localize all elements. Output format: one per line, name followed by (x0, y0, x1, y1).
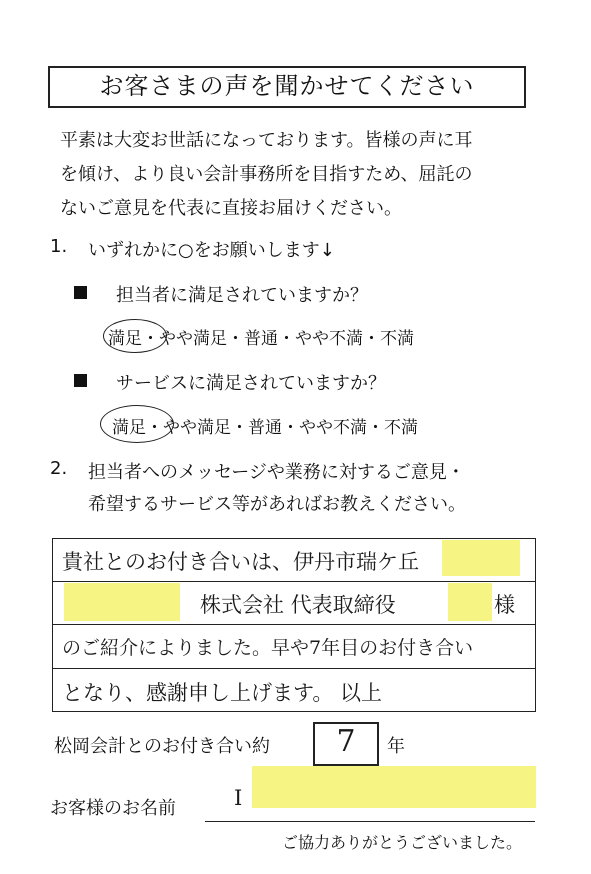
name-label: お客様のお名前 (50, 798, 176, 819)
answer-rule (52, 581, 536, 582)
intro-line-2: を傾け、より良い会計事務所を目指すため、屈託の (60, 164, 473, 185)
redaction-highlight (64, 583, 180, 621)
years-value: 7 (336, 724, 356, 759)
q2-number: 2. (50, 458, 68, 479)
option-satisfied[interactable]: 満足 (112, 418, 146, 438)
years-label: 松岡会計とのお付き合い約 (54, 736, 270, 757)
q1-sub2-options (112, 413, 418, 438)
option-dissatisfied[interactable]: ・不満 (363, 329, 414, 349)
option-somewhat-satisfied[interactable]: ・やや満足 (146, 418, 231, 438)
thanks-text: ご協力ありがとうございました。 (282, 833, 523, 852)
page-title: お客さまの声を聞かせてください (99, 72, 475, 100)
answer-rule (52, 624, 536, 625)
bullet-square-icon (74, 286, 87, 299)
answer-line-1: 貴社とのお付き合いは、伊丹市瑞ケ丘 (62, 550, 419, 574)
name-underline (205, 821, 535, 822)
option-somewhat-dissatisfied[interactable]: ・やや不満 (282, 418, 367, 438)
years-unit: 年 (387, 736, 405, 757)
q1-number: 1. (50, 236, 68, 257)
q1-sub1-question: 担当者に満足されていますか？ (116, 285, 368, 306)
answer-honorific: 様 (494, 593, 515, 617)
q1-sub1-options (108, 324, 414, 349)
answer-line-2: 株式会社 代表取締役 (200, 593, 396, 617)
bullet-square-icon (74, 374, 87, 387)
answer-line-4: となり、感謝申し上げます。 以上 (62, 681, 382, 705)
redaction-highlight (252, 766, 536, 808)
intro-line-3: ないご意見を代表に直接お届けください。 (60, 198, 402, 219)
q1-text: いずれかに○をお願いします↓ (88, 240, 335, 261)
q2-line-2: 希望するサービス等があればお教えください。 (88, 494, 466, 515)
option-dissatisfied[interactable]: ・不満 (367, 418, 418, 438)
q2-line-1: 担当者へのメッセージや業務に対するご意見・ (88, 462, 465, 483)
answer-line-3: のご紹介によりました。早や7年目のお付き合い (62, 637, 474, 659)
redaction-highlight (442, 540, 520, 576)
redaction-highlight (448, 583, 492, 621)
option-somewhat-satisfied[interactable]: ・やや満足 (142, 329, 227, 349)
answer-rule (52, 668, 536, 669)
name-handwritten: I (234, 786, 243, 810)
option-neutral[interactable]: ・普通 (231, 418, 282, 438)
q1-sub2-question: サービスに満足されていますか？ (116, 373, 386, 394)
option-neutral[interactable]: ・普通 (227, 329, 278, 349)
option-satisfied[interactable]: 満足 (108, 329, 142, 349)
option-somewhat-dissatisfied[interactable]: ・やや不満 (278, 329, 363, 349)
intro-line-1: 平素は大変お世話になっております。皆様の声に耳 (60, 130, 473, 151)
